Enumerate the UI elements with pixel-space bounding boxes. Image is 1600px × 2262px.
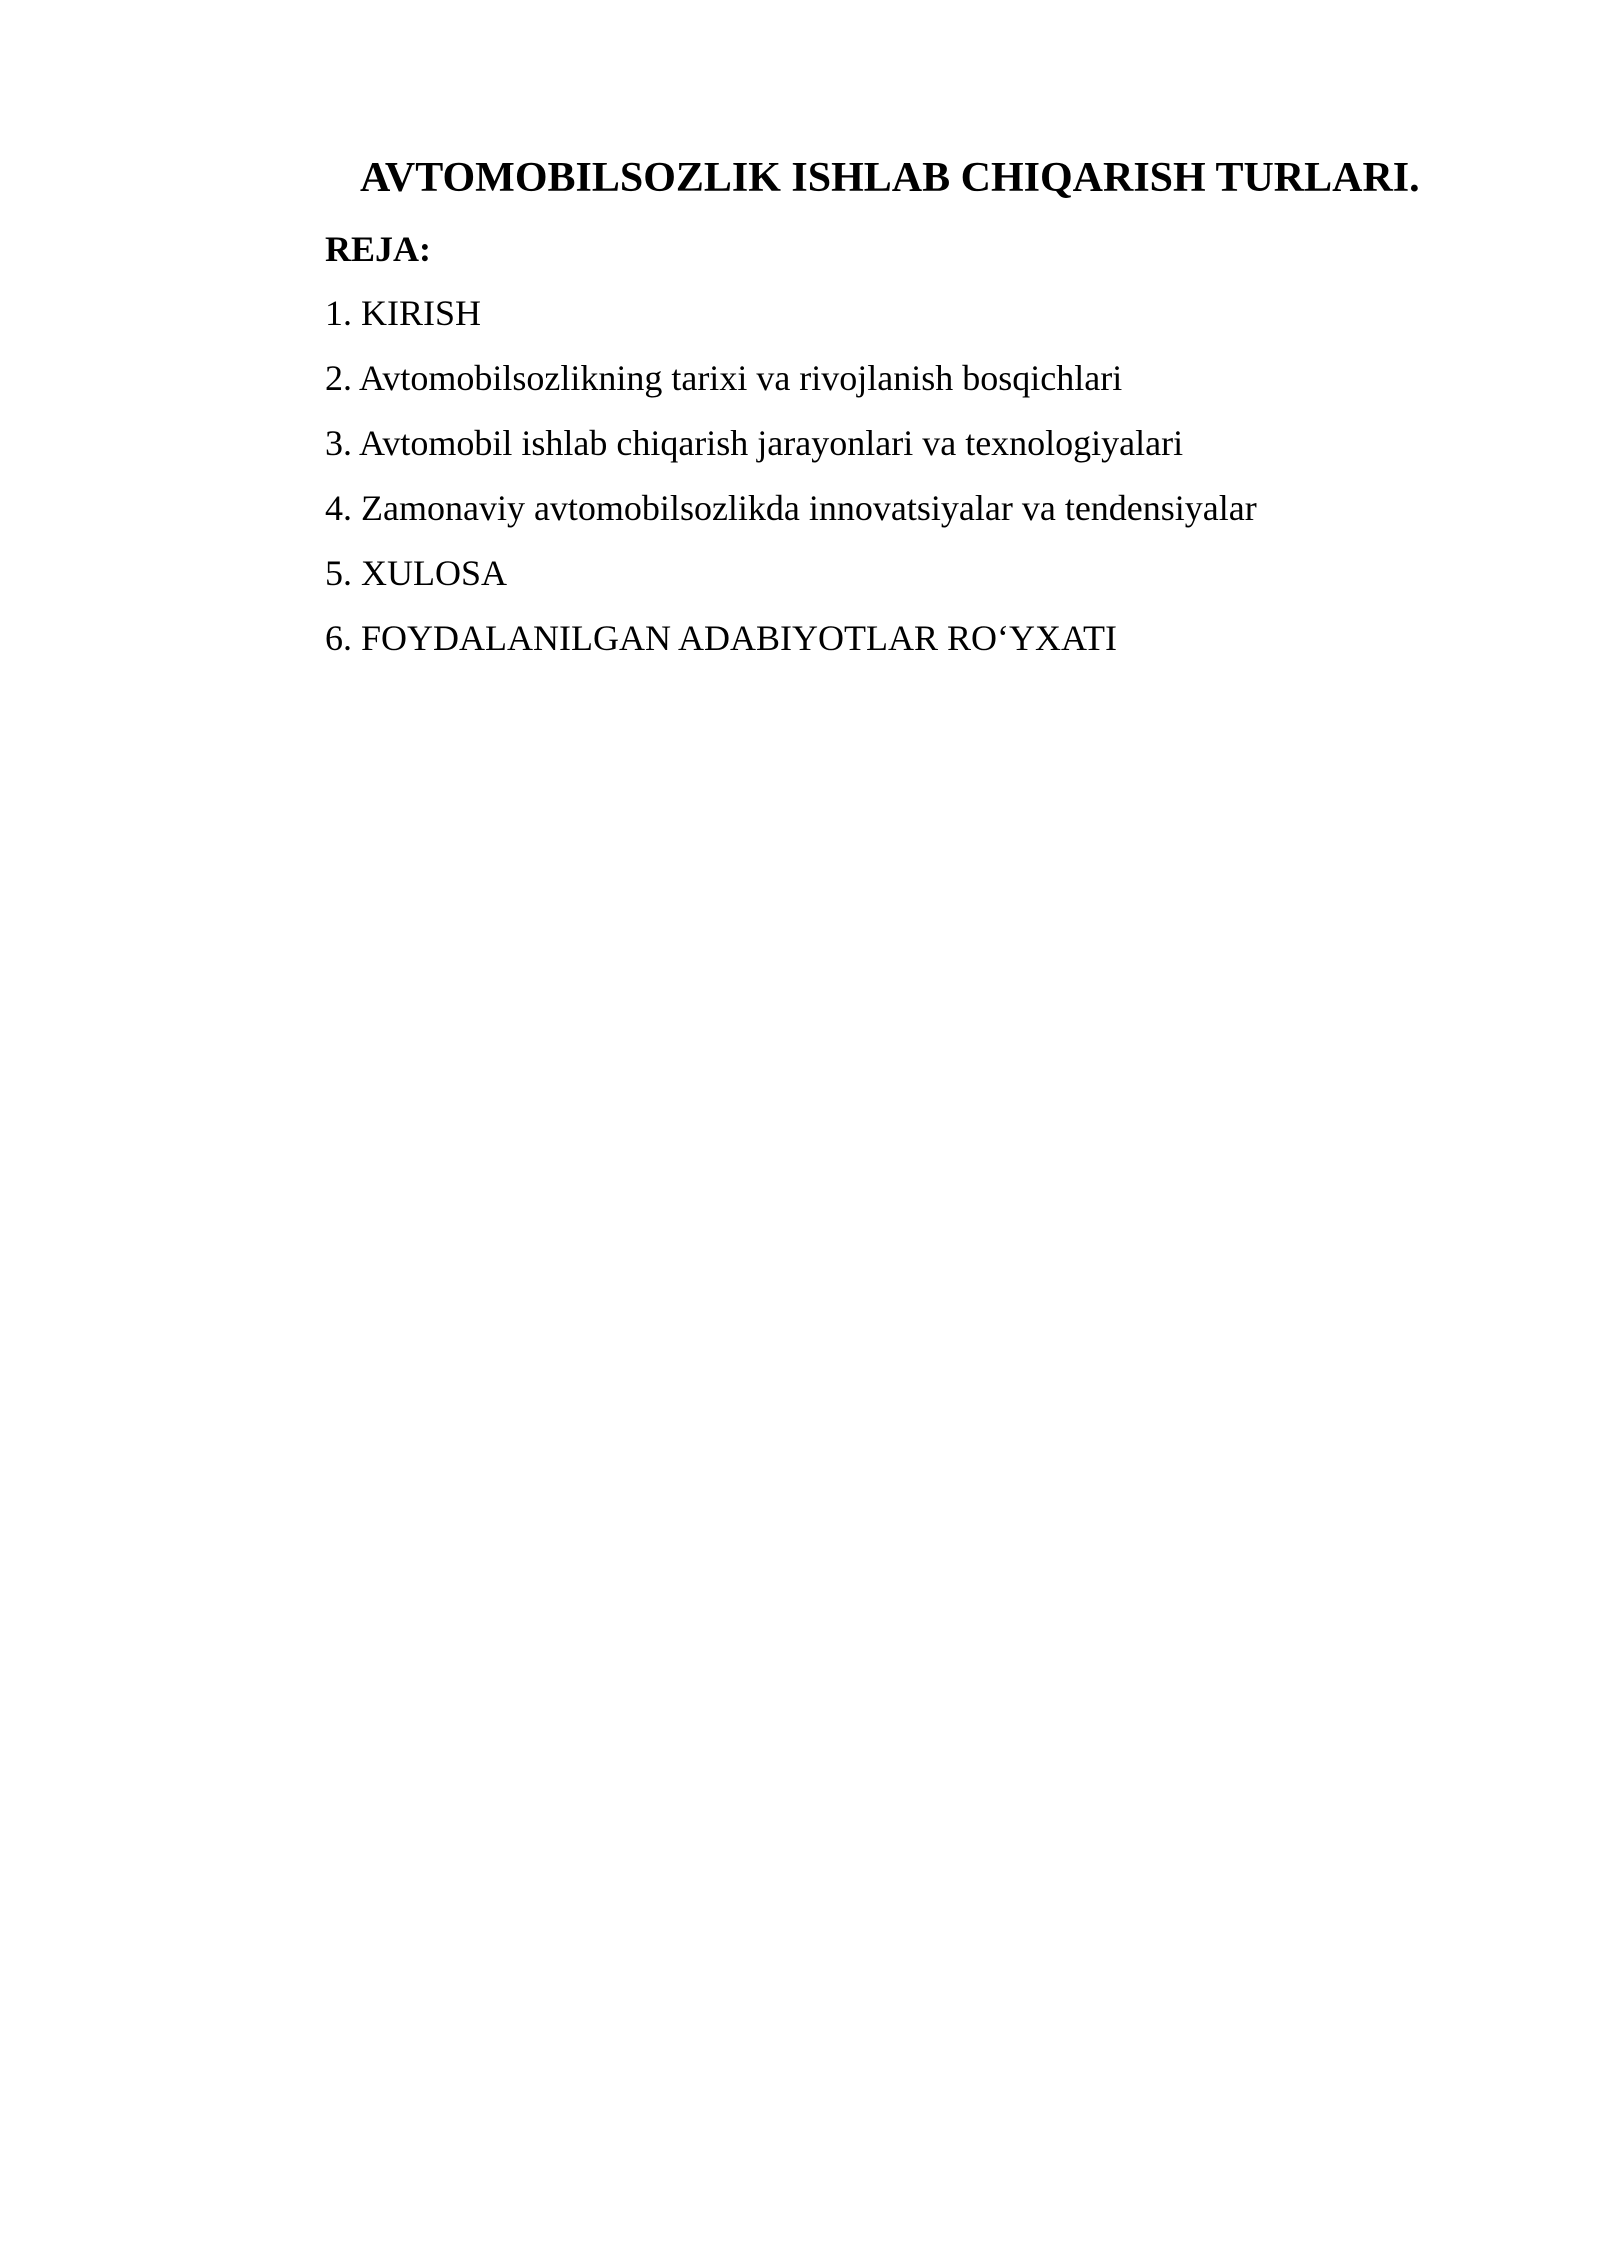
plan-item-4: 4. Zamonaviy avtomobilsozlikda innovatsiyalar va tendensiyalar	[325, 488, 1257, 528]
plan-item-3: 3. Avtomobil ishlab chiqarish jarayonlari va texnologiyalari	[325, 423, 1184, 463]
plan-item-6: 6. FOYDALANILGAN ADABIYOTLAR RO‘YXATI	[325, 618, 1117, 658]
plan-heading: REJA:	[325, 229, 431, 269]
plan-item-2: 2. Avtomobilsozlikning tarixi va rivojlanish bosqichlari	[325, 358, 1123, 398]
plan-item-1: 1. KIRISH	[325, 293, 482, 333]
plan-list	[325, 289, 1257, 679]
plan-item-5: 5. XULOSA	[325, 553, 508, 593]
document-title: AVTOMOBILSOZLIK ISHLAB CHIQARISH TURLARI.	[360, 155, 1420, 201]
